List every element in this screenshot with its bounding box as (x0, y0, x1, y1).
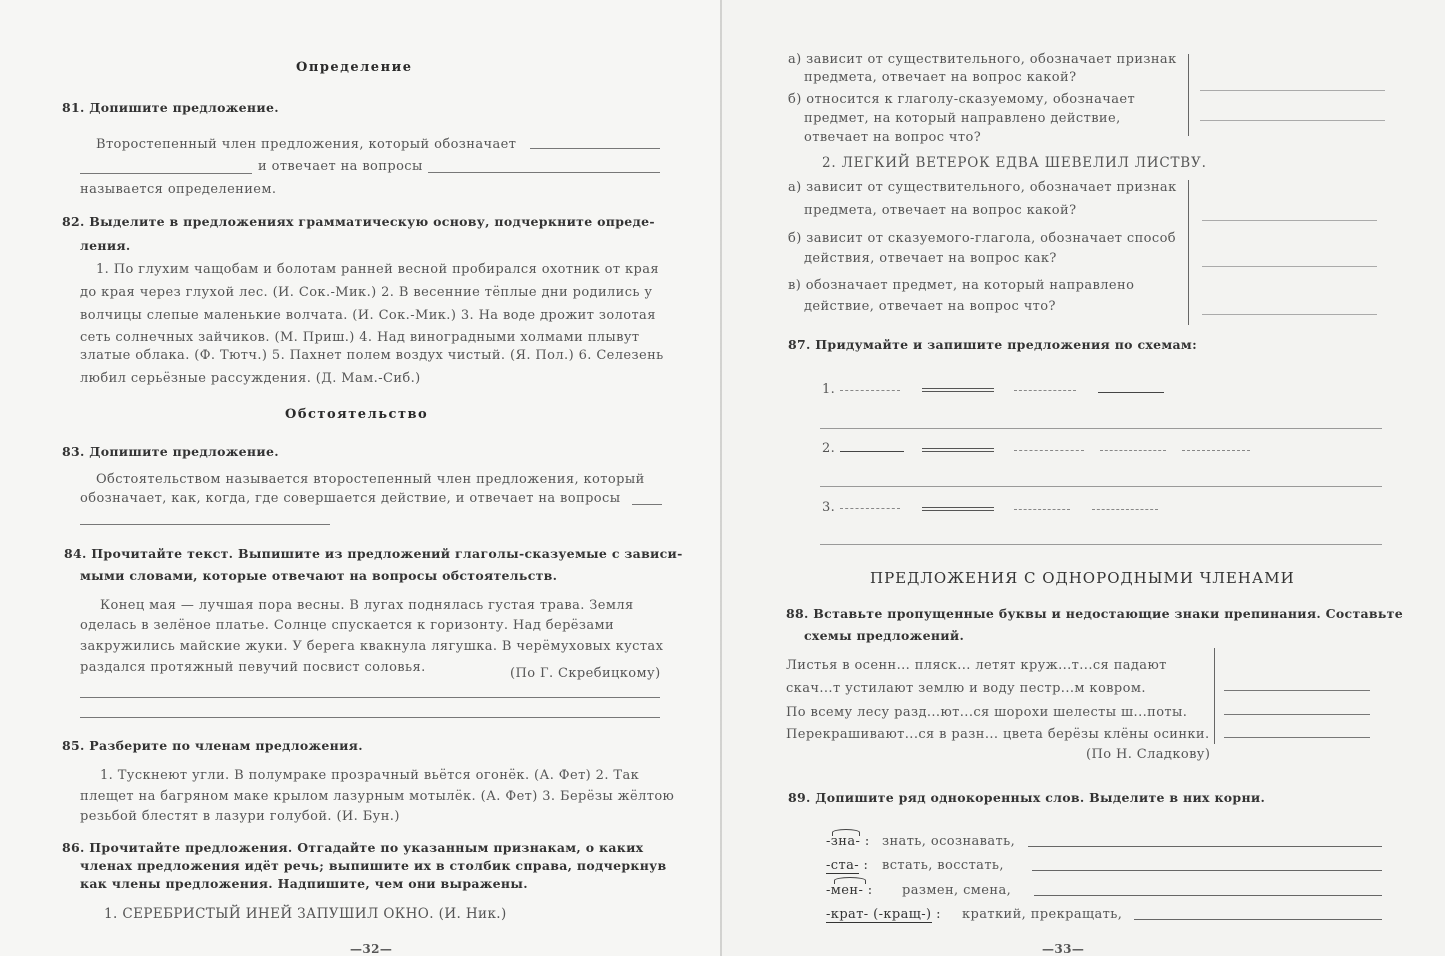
ex81-line2: и отвечает на вопросы (258, 159, 423, 174)
answer-line[interactable] (820, 544, 1382, 545)
sentence-2: 2. ЛЕГКИЙ ВЕТЕРОК ЕДВА ШЕВЕЛИЛ ЛИСТВУ. (822, 155, 1207, 171)
ex83-line2: обозначает, как, когда, где совершается действие, и отвечает на вопросы (80, 491, 621, 506)
answer-line[interactable] (820, 486, 1382, 487)
criteria-a-cont: предмета, отвечает на вопрос какой? (804, 70, 1077, 85)
ex86-sentence1: 1. СЕРЕБРИСТЫЙ ИНЕЙ ЗАПУШИЛ ОКНО. (И. Ник.) (104, 906, 507, 922)
ex86-title: как члены предложения. Надпишите, чем они выражены. (80, 876, 528, 891)
attribute-mark (1098, 392, 1164, 393)
criteria-c: в) обозначает предмет, на который направлено (788, 278, 1135, 293)
ex81-line3: называется определением. (80, 182, 277, 197)
predicate-mark (922, 448, 994, 452)
ex84-title2: мыми словами, которые отвечают на вопросы обстоятельств. (80, 568, 558, 583)
answer-line[interactable] (820, 428, 1382, 429)
criteria-b: б) относится к глаголу-сказуемому, обозначает (788, 92, 1136, 107)
ex83-title: 83. Допишите предложение. (62, 444, 279, 459)
answer-line[interactable] (1224, 737, 1370, 738)
root-text: -крат- (-кращ-) (826, 907, 932, 922)
criteria-a: а) зависит от существительного, обозначает признак (788, 52, 1177, 67)
root-label: -ста- : (826, 858, 869, 873)
ex82-text: волчицы слепые маленькие волчата. (И. Сок.-Мик.) 3. На воде дрожит золотая (80, 308, 656, 323)
answer-line[interactable] (1134, 919, 1382, 920)
attribute-mark (840, 451, 904, 452)
answer-line[interactable] (530, 148, 660, 149)
criteria-b-cont: отвечает на вопрос что? (804, 130, 982, 145)
subject-mark (840, 390, 900, 391)
answer-line[interactable] (1200, 90, 1385, 91)
page-number: —33— (1042, 942, 1085, 956)
ex88-text: По всему лесу разд...ют...ся шорохи шелесты ш...поты. (786, 705, 1188, 720)
root-label: -зна- : (826, 834, 870, 849)
ex85-text: плещет на багряном маке крылом лазурным мотылёк. (А. Фет) 3. Берёзы жёлтою (80, 789, 675, 804)
ex85-text: 1. Тускнеют угли. В полумраке прозрачный вьётся огонёк. (А. Фет) 2. Так (100, 768, 640, 783)
answer-line[interactable] (428, 172, 660, 173)
ex84-text: закружились майские жуки. У берега квакнула лягушка. В черёмуховых кустах (80, 639, 664, 654)
ex82-text: златые облака. (Ф. Тютч.) 5. Пахнет полем воздух чистый. (Я. Пол.) 6. Селезень (80, 348, 664, 363)
word-list: встать, восстать, (882, 858, 1004, 873)
predicate-mark (922, 507, 994, 511)
answer-line[interactable] (80, 717, 660, 718)
root-label: -мен- : (826, 883, 873, 898)
ex83-line1: Обстоятельством называется второстепенный член предложения, который (96, 472, 645, 487)
root-label: -крат- (-кращ-) : (826, 907, 941, 922)
object-mark (1014, 390, 1076, 391)
subject-mark (840, 508, 900, 509)
page-number: —32— (350, 942, 393, 956)
word-list: краткий, прекращать, (962, 907, 1123, 922)
ex88-source: (По Н. Сладкову) (1086, 747, 1211, 762)
ex84-text: Конец мая — лучшая пора весны. В лугах поднялась густая трава. Земля (100, 598, 634, 613)
object-mark (1100, 450, 1166, 451)
predicate-mark (922, 388, 994, 392)
answer-line[interactable] (1224, 690, 1370, 691)
answer-line[interactable] (1032, 870, 1382, 871)
page-right (722, 0, 1445, 956)
criteria-a: а) зависит от существительного, обозначает признак (788, 180, 1177, 195)
answer-line[interactable] (80, 697, 660, 698)
object-mark (1014, 509, 1070, 510)
ex88-title2: схемы предложений. (804, 628, 965, 643)
object-mark (1014, 450, 1084, 451)
ex84-text: раздался протяжный певучий посвист соловья. (80, 660, 426, 675)
ex82-text: сеть солнечных зайчиков. (М. Приш.) 4. Над виноградными холмами плывут (80, 330, 640, 345)
heading-circumstance: Обстоятельство (285, 407, 429, 422)
criteria-b-cont: предмет, на который направлено действие, (804, 111, 1121, 126)
ex86-title: членах предложения идёт речь; выпишите их в столбик справа, подчеркнув (80, 858, 667, 873)
answer-line[interactable] (1202, 220, 1377, 221)
answer-line[interactable] (80, 524, 330, 525)
word-list: размен, смена, (902, 883, 1012, 898)
answer-line[interactable] (632, 504, 662, 505)
ex88-text: скач...т устилают землю и воду пестр...м ковром. (786, 681, 1146, 696)
word-list: знать, осознавать, (882, 834, 1016, 849)
answer-line[interactable] (1034, 895, 1382, 896)
ex85-text: резьбой блестят в лазури голубой. (И. Бун.) (80, 809, 400, 824)
column-divider (1188, 180, 1189, 325)
page-left (0, 0, 720, 956)
ex84-source: (По Г. Скребицкому) (510, 666, 661, 681)
section-title: ПРЕДЛОЖЕНИЯ С ОДНОРОДНЫМИ ЧЛЕНАМИ (870, 569, 1295, 587)
ex88-text: Листья в осенн... пляск... летят круж...т...ся падают (786, 658, 1167, 673)
ex84-title1: 84. Прочитайте текст. Выпишите из предложений глаголы-сказуемые с зависи- (64, 546, 683, 561)
scheme-number: 3. (822, 500, 836, 515)
answer-line[interactable] (80, 173, 252, 174)
ex88-text: Перекрашивают...ся в разн... цвета берёзы клёны осинки. (786, 727, 1210, 742)
answer-line[interactable] (1224, 714, 1370, 715)
root-text: -зна- (826, 834, 861, 849)
answer-line[interactable] (1200, 120, 1385, 121)
criteria-c-cont: действие, отвечает на вопрос что? (804, 299, 1056, 314)
column-divider (1188, 54, 1189, 136)
ex81-title: 81. Допишите предложение. (62, 100, 279, 115)
ex85-title: 85. Разберите по членам предложения. (62, 738, 363, 753)
criteria-a-cont: предмета, отвечает на вопрос какой? (804, 203, 1077, 218)
ex84-text: оделась в зелёное платье. Солнце спускается к горизонту. Над берёзами (80, 618, 615, 633)
ex86-title: 86. Прочитайте предложения. Отгадайте по указанным признакам, о каких (62, 840, 644, 855)
heading-definition: Определение (296, 60, 413, 75)
object-mark (1092, 509, 1158, 510)
ex87-title: 87. Придумайте и запишите предложения по схемам: (788, 337, 1197, 352)
ex82-title2: ления. (80, 238, 131, 253)
object-mark (1182, 450, 1250, 451)
ex89-title: 89. Допишите ряд однокоренных слов. Выделите в них корни. (788, 790, 1266, 805)
criteria-b: б) зависит от сказуемого-глагола, обозначает способ (788, 231, 1177, 246)
answer-line[interactable] (1202, 266, 1377, 267)
ex82-text: 1. По глухим чащобам и болотам ранней весной пробирался охотник от края (96, 262, 660, 277)
column-divider (1214, 648, 1215, 744)
root-text: -мен- (826, 883, 864, 898)
answer-line[interactable] (1202, 314, 1377, 315)
answer-line[interactable] (1028, 846, 1382, 847)
scheme-number: 2. (822, 441, 836, 456)
ex81-line1: Второстепенный член предложения, который обозначает (96, 137, 517, 152)
scheme-number: 1. (822, 382, 836, 397)
ex88-title1: 88. Вставьте пропущенные буквы и недостающие знаки препинания. Составьте (786, 606, 1403, 621)
criteria-b-cont: действия, отвечает на вопрос как? (804, 251, 1057, 266)
ex82-title1: 82. Выделите в предложениях грамматическую основу, подчеркните опреде- (62, 214, 655, 229)
ex82-text: до края через глухой лес. (И. Сок.-Мик.) 2. В весенние тёплые дни родились у (80, 285, 653, 300)
root-text: -ста- (826, 858, 860, 873)
ex82-text: любил серьёзные рассуждения. (Д. Мам.-Сиб.) (80, 371, 421, 386)
